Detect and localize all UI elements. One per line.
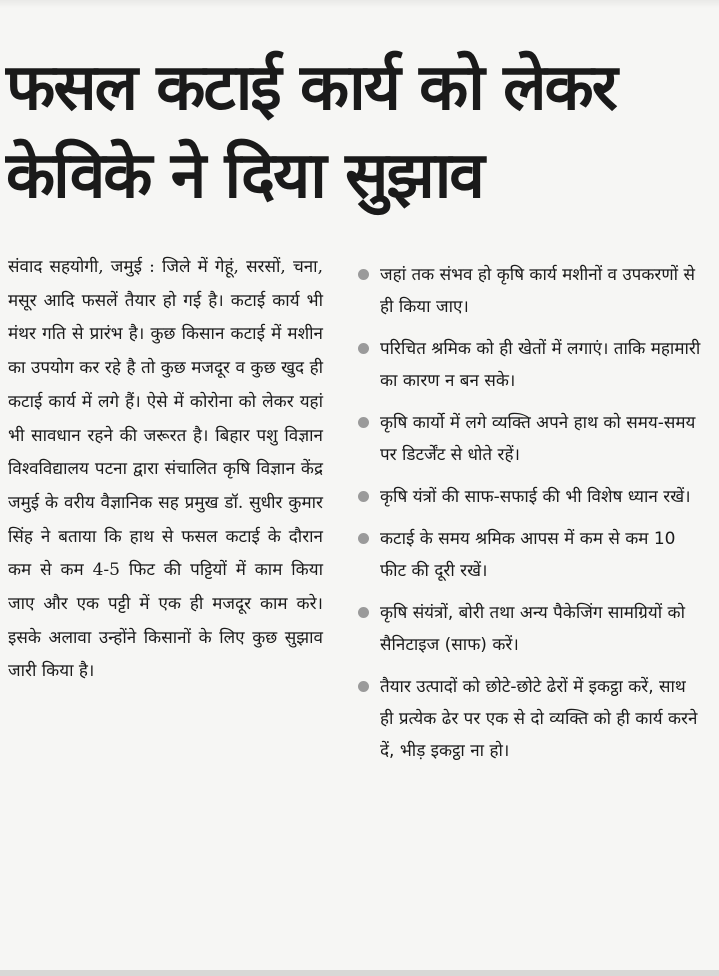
tip-item xyxy=(354,523,704,587)
tip-item xyxy=(354,333,704,397)
tip-text: जहां तक संभव हो कृषि कार्य मशीनों व उपकरणों से ही किया जाए। xyxy=(380,265,695,317)
tip-item xyxy=(354,671,704,767)
tips-list xyxy=(354,259,704,777)
tip-text: तैयार उत्पादों को छोटे-छोटे ढेरों में इकट्ठा करें, साथ ही प्रत्येक ढेर पर एक से दो व्यक्ति को ही कार्य करने दें, भीड़ इकट्ठा ना हो। xyxy=(380,677,698,761)
tip-text: कटाई के समय श्रमिक आपस में कम से कम 10 फीट की दूरी रखें। xyxy=(380,529,676,581)
tip-text: कृषि यंत्रों की साफ-सफाई की भी विशेष ध्यान रखें। xyxy=(380,487,691,507)
bullet-dot-icon xyxy=(358,681,369,692)
bullet-dot-icon xyxy=(358,343,369,354)
tip-text: परिचित श्रमिक को ही खेतों में लगाएं। ताकि महामारी का कारण न बन सके। xyxy=(380,339,701,391)
clipping-top-edge xyxy=(0,0,719,8)
tip-item xyxy=(354,481,704,513)
bottom-edge xyxy=(0,970,719,976)
bullet-dot-icon xyxy=(358,491,369,502)
tip-text: कृषि संयंत्रों, बोरी तथा अन्य पैकेजिंग सामग्रियों को सैनिटाइज (साफ) करें। xyxy=(380,603,686,655)
tip-text: कृषि कार्यो में लगे व्यक्ति अपने हाथ को समय-समय पर डिटर्जेंट से धोते रहें। xyxy=(380,413,696,465)
tip-item xyxy=(354,259,704,323)
headline xyxy=(6,44,714,220)
headline-line-2: केविके ने दिया सुझाव xyxy=(6,139,483,213)
bullet-dot-icon xyxy=(358,269,369,280)
tip-item xyxy=(354,407,704,471)
article-body: संवाद सहयोगी, जमुई : जिले में गेहूं, सरसों, चना, मसूर आदि फसलें तैयार हो गई है। कटाई कार्य भी मंथर गति से प्रारंभ है। कुछ किसान कटाई में मशीन का उपयोग कर रहे है तो कुछ मजदूर व कुछ खुद ही कटाई कार्य में लगे हैं। ऐसे में कोरोना को लेकर यहां भी सावधान रहने की जरूरत है। बिहार पशु विज्ञान विश्वविद्यालय पटना द्वारा संचालित कृषि विज्ञान केंद्र जमुई के वरीय वैज्ञानिक सह प्रमुख डॉ. सुधीर कुमार सिंह ने बताया कि हाथ से फसल कटाई के दौरान कम से कम 4-5 फिट की पट्टियों में काम किया जाए और एक पट्टी में एक ही मजदूर काम करे। इसके अलावा उन्होंने किसानों के लिए कुछ सुझाव जारी किया है। xyxy=(8,257,323,682)
tip-item xyxy=(354,597,704,661)
headline-line-1: फसल कटाई कार्य को लेकर xyxy=(6,51,616,125)
bullet-dot-icon xyxy=(358,533,369,544)
bullet-dot-icon xyxy=(358,417,369,428)
bullet-dot-icon xyxy=(358,607,369,618)
